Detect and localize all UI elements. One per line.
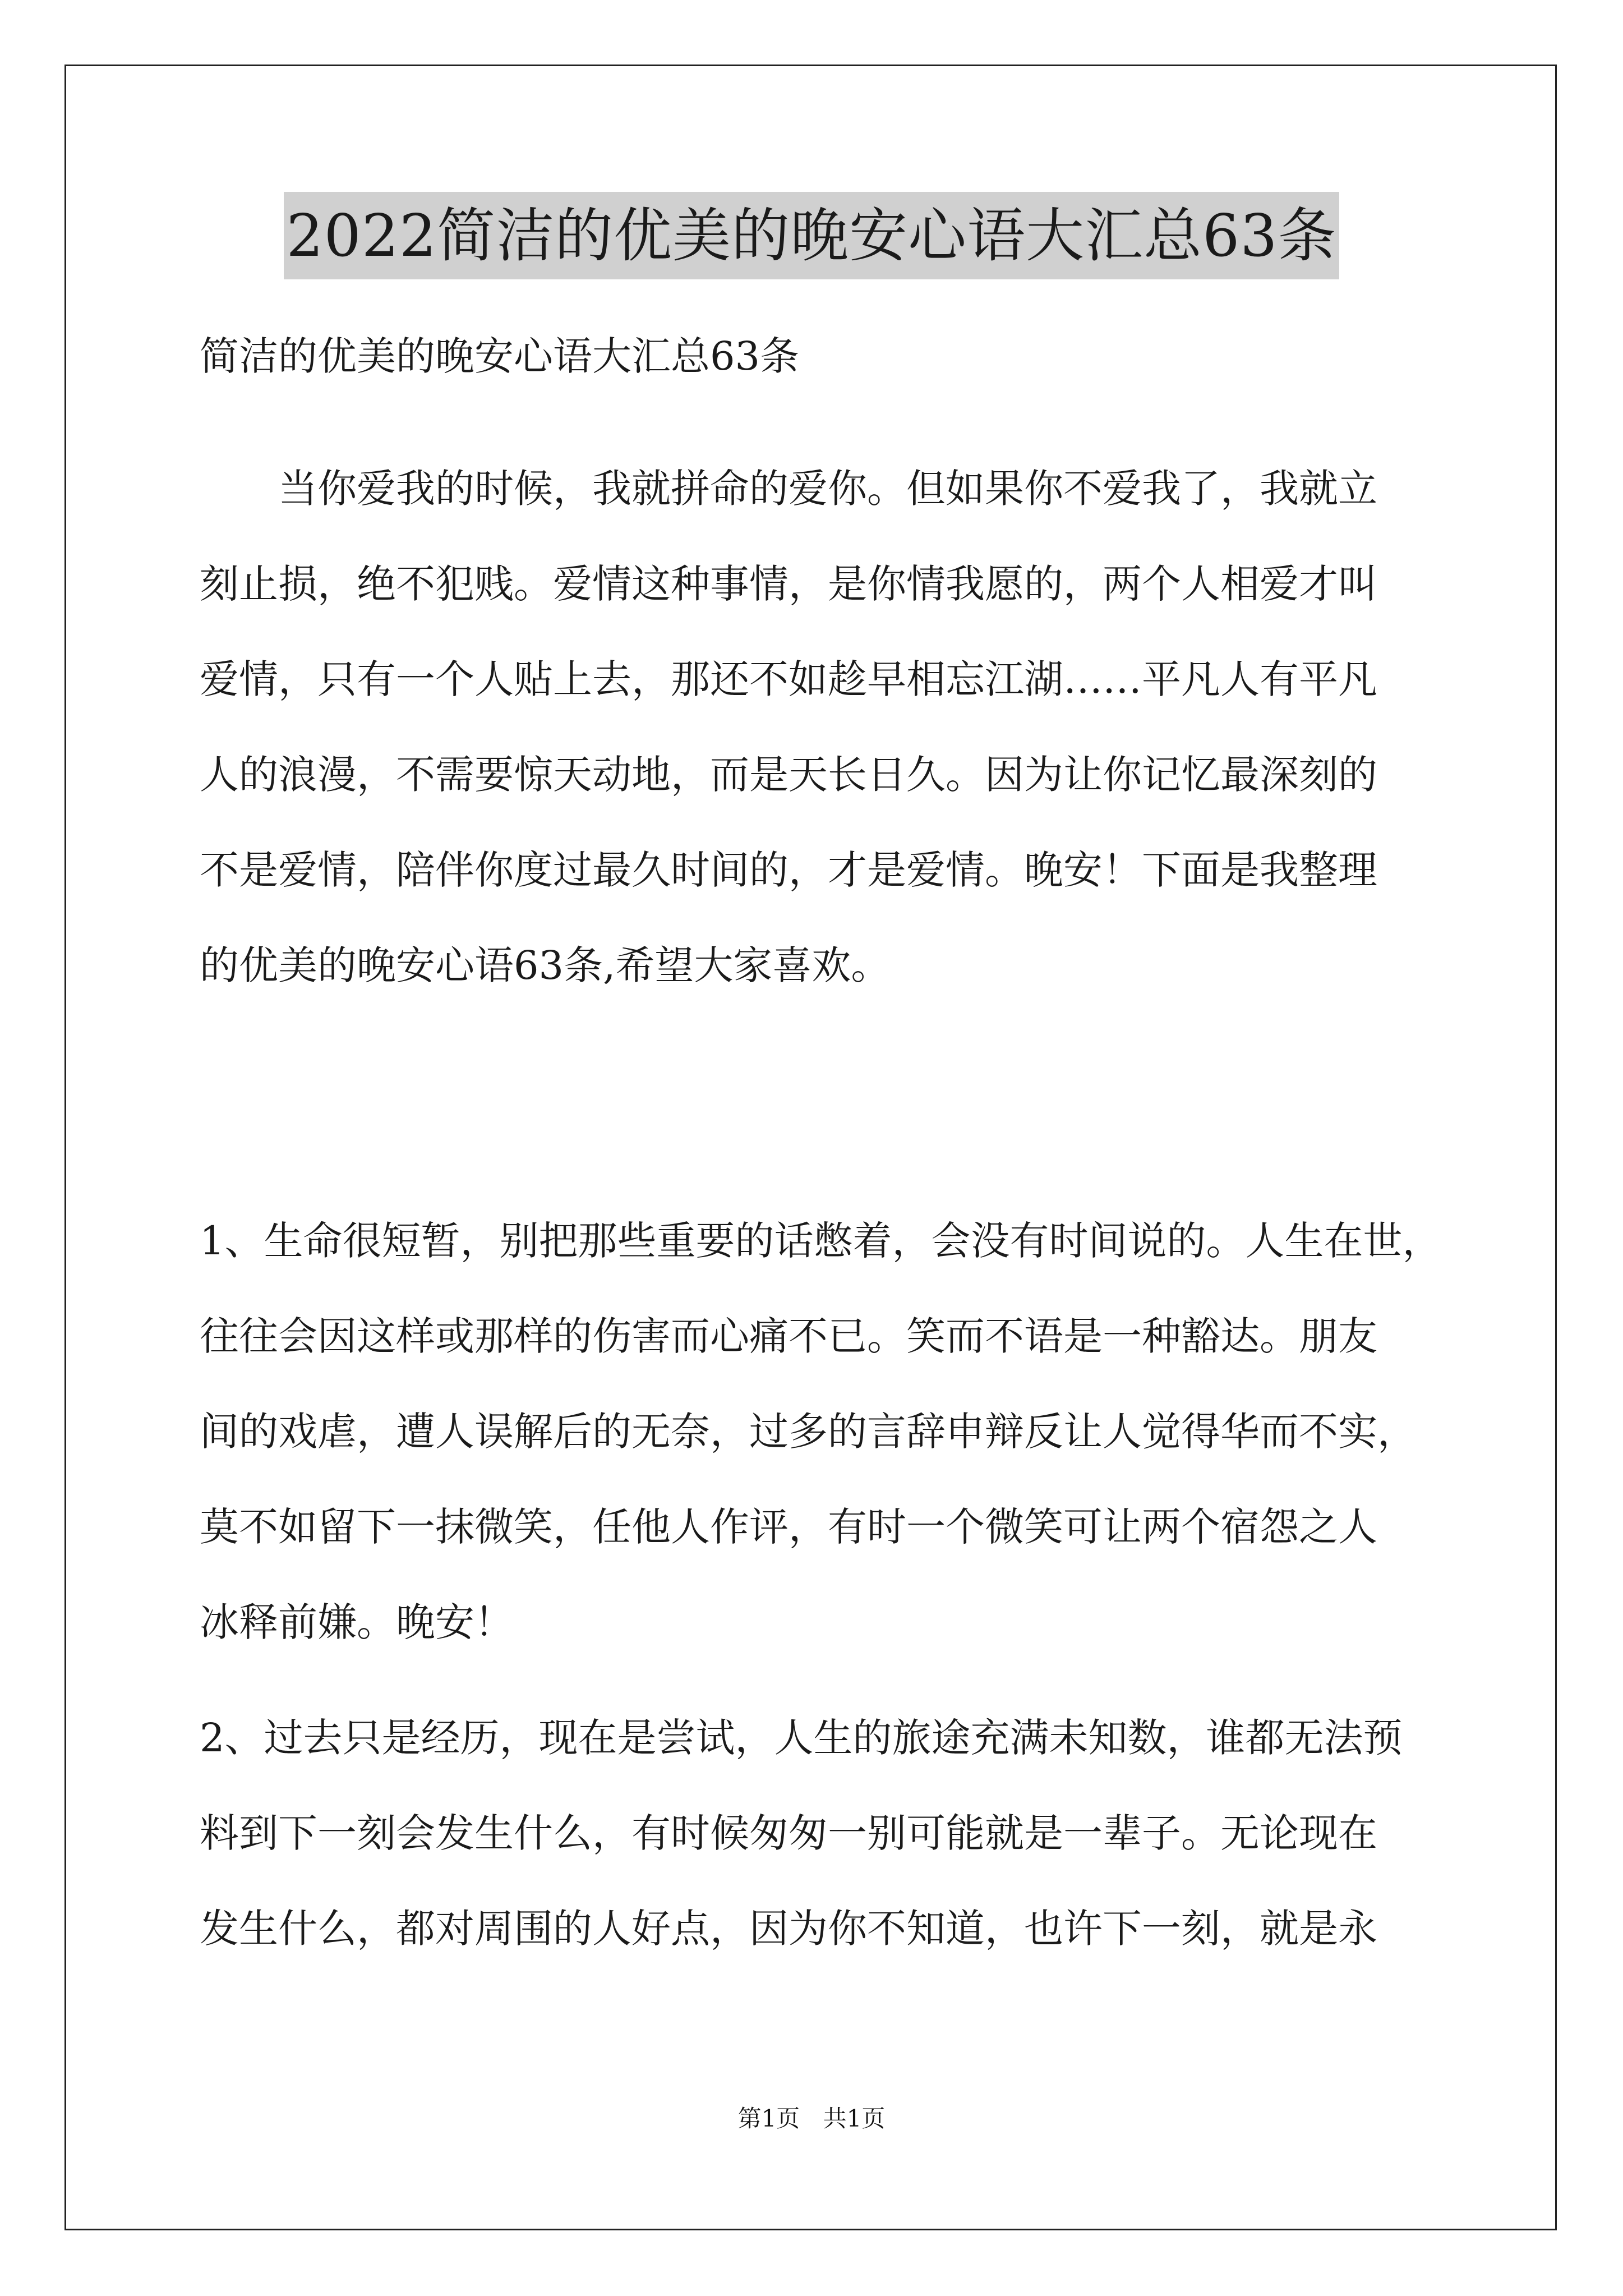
paragraph-line: 的优美的晚安心语63条,希望大家喜欢。 bbox=[200, 942, 891, 988]
page-footer bbox=[0, 2102, 1623, 2136]
paragraph-line: 料到下一刻会发生什么，有时候匆匆一别可能就是一辈子。无论现在 bbox=[200, 1810, 1377, 1856]
paragraph-line: 刻止损，绝不犯贱。爱情这种事情，是你情我愿的，两个人相爱才叫 bbox=[200, 561, 1377, 607]
paragraph-line: 1、生命很短暂，别把那些重要的话憋着，会没有时间说的。人生在世， bbox=[200, 1218, 1442, 1264]
paragraph-line: 往往会因这样或那样的伤害而心痛不已。笑而不语是一种豁达。朋友 bbox=[200, 1313, 1377, 1359]
paragraph-line: 发生什么，都对周围的人好点，因为你不知道，也许下一刻，就是永 bbox=[200, 1906, 1377, 1952]
paragraph-line: 莫不如留下一抹微笑，任他人作评，有时一个微笑可让两个宿怨之人 bbox=[200, 1504, 1377, 1550]
paragraph-line: 当你爱我的时候，我就拼命的爱你。但如果你不爱我了，我就立 bbox=[278, 466, 1377, 512]
paragraph-line: 间的戏虐，遭人误解后的无奈，过多的言辞申辩反让人觉得华而不实， bbox=[200, 1409, 1417, 1455]
list-item-1 bbox=[200, 1193, 1442, 1670]
page-number: 第1页 bbox=[737, 2105, 800, 2132]
page-total: 共1页 bbox=[823, 2105, 886, 2132]
paragraph-line: 爱情，只有一个人贴上去，那还不如趁早相忘江湖……平凡人有平凡 bbox=[200, 656, 1377, 702]
document-title: 2022简洁的优美的晚安心语大汇总63条 bbox=[284, 192, 1339, 279]
list-item-2 bbox=[200, 1690, 1433, 1976]
paragraph-line: 2、过去只是经历，现在是尝试，人生的旅途充满未知数，谁都无法预 bbox=[200, 1715, 1403, 1761]
paragraph-line: 不是爱情，陪伴你度过最久时间的，才是爱情。晚安！下面是我整理 bbox=[200, 847, 1377, 893]
title-container bbox=[0, 192, 1623, 279]
intro-paragraph bbox=[200, 441, 1433, 1013]
document-subtitle bbox=[200, 309, 1433, 404]
subtitle-line: 简洁的优美的晚安心语大汇总63条 bbox=[200, 333, 800, 379]
paragraph-line: 冰释前嫌。晚安！ bbox=[200, 1599, 514, 1645]
paragraph-line: 人的浪漫，不需要惊天动地，而是天长日久。因为让你记忆最深刻的 bbox=[200, 752, 1377, 798]
